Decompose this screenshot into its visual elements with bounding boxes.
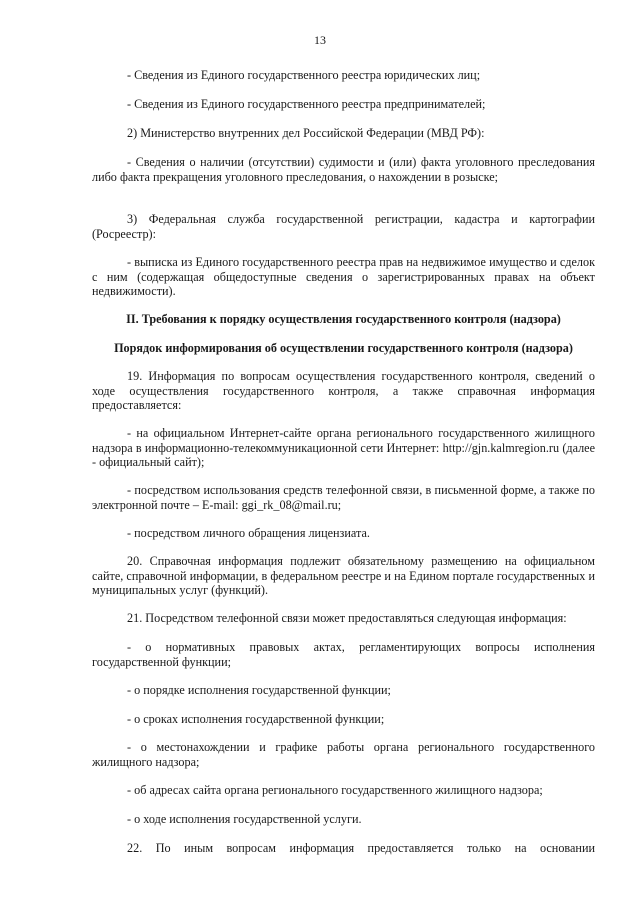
- subsection-heading: Порядок информирования об осуществлении государственного контроля (надзора): [114, 341, 573, 355]
- paragraph-3: 2) Министерство внутренних дел Российской Федерации (МВД РФ):: [127, 126, 485, 140]
- paragraph-order: - о порядке исполнения государственной функции;: [127, 683, 391, 697]
- paragraph-4: - Сведения о наличии (отсутствии) судимости и (или) факта уголовного преследования либо факта прекращения уголовного преследования, о нахождении в розыске;: [92, 155, 595, 184]
- paragraph-20: 20. Справочная информация подлежит обязательному размещению на официальном сайте, справочной информации, в федеральном реестре и на Едином портале государственных и муниципальных услуг (функций).: [92, 554, 595, 598]
- paragraph-2: - Сведения из Единого государственного реестра предпринимателей;: [127, 97, 486, 111]
- paragraph-19: 19. Информация по вопросам осуществления государственного контроля, сведений о ходе осуществления государственного контроля, а также справочная информация предоставляется:: [92, 369, 595, 413]
- page-number: 13: [314, 33, 326, 47]
- section-heading: II. Требования к порядку осуществления государственного контроля (надзора): [126, 312, 561, 326]
- paragraph-6: - выписка из Единого государственного реестра прав на недвижимое имущество и сделок с ним (содержащая общедоступные сведения о зарегистрированных правах на объект недвижимости).: [92, 255, 595, 299]
- paragraph-normative: - о нормативных правовых актах, регламентирующих вопросы исполнения государственной функции;: [92, 640, 595, 669]
- paragraph-22: 22. По иным вопросам информация предоставляется только на основании: [127, 841, 595, 855]
- paragraph-phone-email: - посредством использования средств телефонной связи, в письменной форме, а также по электронной почте – E-mail: ggi_rk_08@mail.ru;: [92, 483, 595, 512]
- paragraph-personal: - посредством личного обращения лицензиата.: [127, 526, 370, 540]
- paragraph-website: - на официальном Интернет-сайте органа регионального государственного жилищного надзора в информационно-телекоммуникационной сети Интернет: http://gjn.kalmregion.ru (далее - официальный сайт);: [92, 426, 595, 470]
- paragraph-5: 3) Федеральная служба государственной регистрации, кадастра и картографии (Росреестр):: [92, 212, 595, 241]
- paragraph-addresses: - об адресах сайта органа регионального государственного жилищного надзора;: [127, 783, 543, 797]
- paragraph-progress: - о ходе исполнения государственной услуги.: [127, 812, 362, 826]
- paragraph-terms: - о сроках исполнения государственной функции;: [127, 712, 385, 726]
- paragraph-1: - Сведения из Единого государственного реестра юридических лиц;: [127, 68, 481, 82]
- paragraph-21: 21. Посредством телефонной связи может предоставляться следующая информация:: [127, 611, 567, 625]
- paragraph-location: - о местонахождении и графике работы органа регионального государственного жилищного надзора;: [92, 740, 595, 769]
